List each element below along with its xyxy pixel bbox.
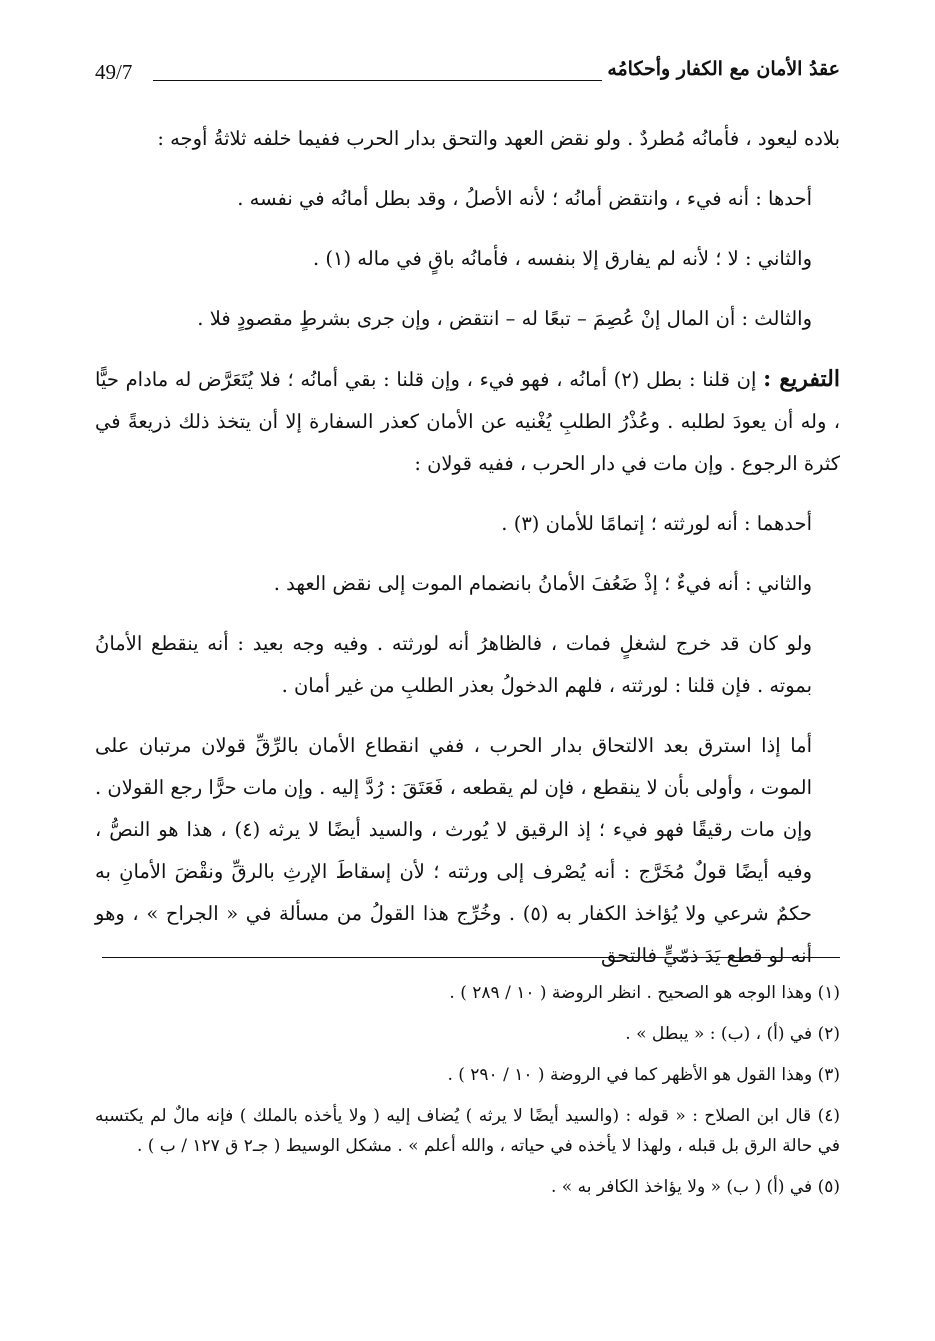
paragraph-departure: ولو كان قد خرج لشغلٍ فمات ، فالظاهرُ أنه لورثته . وفيه وجه بعيد : أنه ينقطع الأمانُ بموته . فإن قلنا : لورثته ، فلهم الدخولُ بعذر الطلبِ من غير أمان .	[95, 632, 812, 697]
footnote-1: (١) وهذا الوجه هو الصحيح . انظر الروضة ( ١٠ / ٢٨٩ ) .	[449, 983, 840, 1003]
running-title: عقدُ الأمان مع الكفار وأحكامُه	[607, 58, 840, 80]
paragraph-third-view: والثالث : أن المال إنْ عُصِمَ – تبعًا له – انتقض ، وإن جرى بشرطٍ مقصودٍ فلا .	[197, 307, 812, 330]
page-number: 49/7	[95, 60, 133, 84]
footnotes	[95, 978, 840, 1213]
paragraph-second-saying: والثاني : أنه فيءٌ ؛ إذْ ضَعُفَ الأمانُ بانضمام الموت إلى نقض العهد .	[273, 572, 812, 595]
page-header	[95, 58, 840, 92]
footnote-2: (٢) في (أ) ، (ب) : « يبطل » .	[625, 1024, 840, 1044]
paragraph-tafri	[95, 358, 840, 485]
footnote-4: (٤) قال ابن الصلاح : « قوله : (والسيد أيضًا لا يرثه ) يُضاف إليه ( ولا يأخذه بالملك ) فإنه مالٌ لم يكتسبه في حالة الرق بل قبله ، ولهذا لا يأخذه في حياته ، والله أعلم » . مشكل الوسيط ( جـ٢ ق ١٢٧ / ب ) .	[95, 1106, 840, 1156]
footnote-separator	[102, 957, 840, 958]
header-rule	[153, 80, 602, 81]
paragraph-enslavement: أما إذا استرق بعد الالتحاق بدار الحرب ، ففي انقطاع الأمان بالرِّقِّ قولان مرتبان على الموت ، وأولى بأن لا ينقطع ، فإن لم يقطعه ، فَعَتَقَ : رُدَّ إليه . وإن مات حرًّا رجع القولان . وإن مات رقيقًا فهو فيء ؛ إذ الرقيق لا يُورث ، والسيد أيضًا لا يرثه (٤) ، هذا هو النصُّ ، وفيه أيضًا قولٌ مُخَرَّج : أنه يُصْرف إلى ورثته ؛ لأن إسقاطَ الإرثِ بالرقِّ ونقْضَ الأمانِ به حكمٌ شرعي ولا يُؤاخذ الكفار به (٥) . وخُرِّج هذا القولُ من مسألة في « الجراح » ، وهو أنه لو قطع يَدَ ذمّيٍّ فالتحق	[95, 734, 812, 967]
paragraph-first-saying: أحدهما : أنه لورثته ؛ إتمامًا للأمان (٣) .	[501, 512, 812, 535]
footnote-3: (٣) وهذا القول هو الأظهر كما في الروضة ( ١٠ / ٢٩٠ ) .	[447, 1065, 840, 1085]
paragraph-first-view: أحدها : أنه فيء ، وانتقض أمانُه ؛ لأنه الأصلُ ، وقد بطل أمانُه في نفسه .	[237, 187, 812, 210]
tafri-text: إن قلنا : بطل (٢) أمانُه ، فهو فيء ، وإن قلنا : بقي أمانُه ؛ فلا يُتَعَرَّض له مادام حيًّا ، وله أن يعودَ لطلبه . وعُذْرُ الطلبِ يُغْنيه عن الأمان كعذر السفارة إلا أن يتخذ ذلك ذريعةً في كثرة الرجوع . وإن مات في دار الحرب ، ففيه قولان :	[95, 368, 840, 475]
paragraph-continuation: بلاده ليعود ، فأمانُه مُطردٌ . ولو نقض العهد والتحق بدار الحرب ففيما خلفه ثلاثةُ أوجه :	[157, 127, 840, 150]
tafri-heading: التفريع :	[763, 366, 840, 392]
footnote-5: (٥) في (أ) ( ب) « ولا يؤاخذ الكافر به » .	[550, 1177, 840, 1197]
paragraph-second-view: والثاني : لا ؛ لأنه لم يفارق إلا بنفسه ، فأمانُه باقٍ في ماله (١) .	[312, 247, 812, 270]
main-text	[95, 118, 840, 977]
